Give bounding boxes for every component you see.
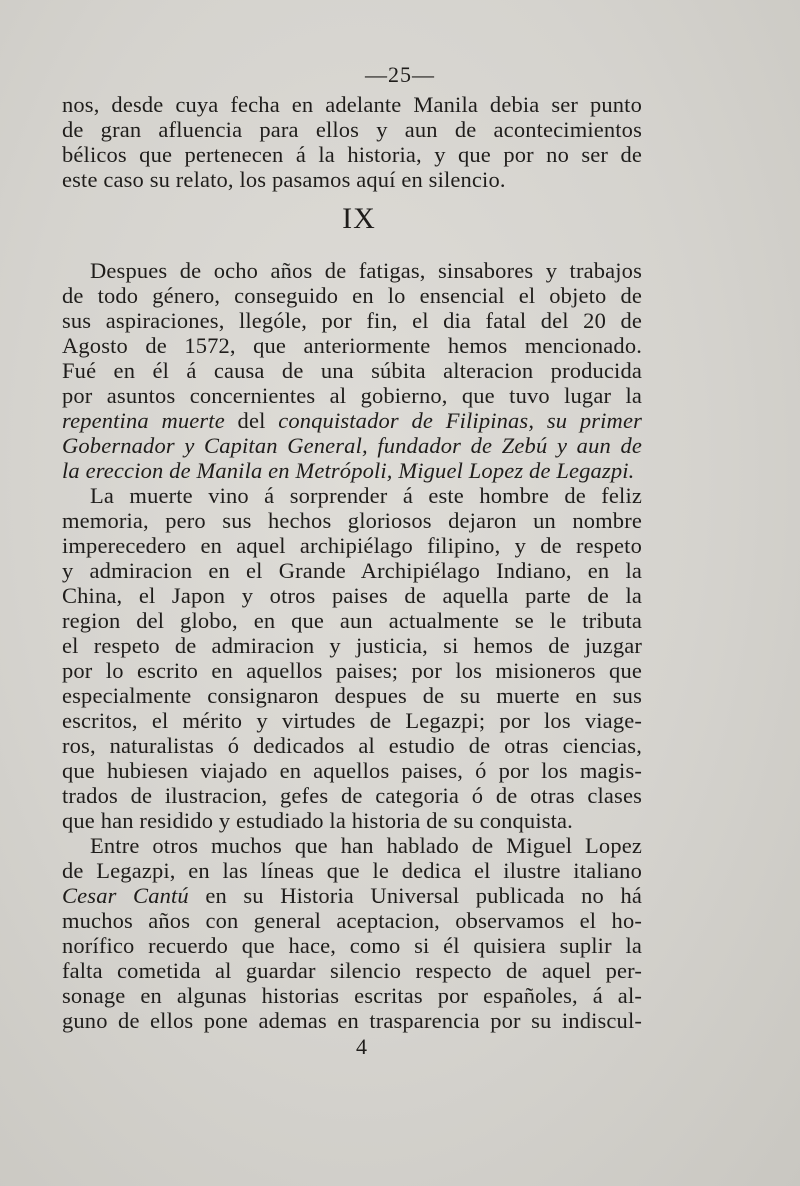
text-line: imperecedero en aquel archipiélago filipino, y de respeto [62, 533, 642, 558]
italic-text: repentina muerte [62, 408, 225, 433]
text-line: norífico recuerdo que hace, como si él quisiera suplir la [62, 933, 642, 958]
text-line: guno de ellos pone ademas en trasparencia por su indiscul- [62, 1008, 642, 1033]
text-line: el respeto de admiracion y justicia, si hemos de juzgar [62, 633, 642, 658]
chapter-heading: IX [342, 202, 376, 235]
italic-text: Gobernador y Capitan General, fundador de Zebú y aun de [62, 433, 642, 458]
text-line: sus aspiraciones, llególe, por fin, el dia fatal del 20 de [62, 308, 642, 333]
text-line: repentina muerte del conquistador de Filipinas, su primer [62, 408, 642, 433]
text-line: Cesar Cantú en su Historia Universal publicada no há [62, 883, 642, 908]
text-line [62, 433, 642, 458]
text-line: este caso su relato, los pasamos aquí en silencio. [62, 167, 506, 192]
italic-text: la ereccion de Manila en Metrópoli, Miguel Lopez de Legazpi. [62, 458, 635, 483]
text-line [62, 458, 642, 483]
text-line: bélicos que pertenecen á la historia, y que por no ser de [62, 142, 642, 167]
text-line: que hubiesen viajado en aquellos paises, ó por los magis- [62, 758, 642, 783]
text-line: de Legazpi, en las líneas que le dedica el ilustre italiano [62, 858, 642, 883]
text-line: muchos años con general aceptacion, observamos el ho- [62, 908, 642, 933]
text-line: ros, naturalistas ó dedicados al estudio de otras ciencias, [62, 733, 642, 758]
text-line: memoria, pero sus hechos gloriosos dejaron un nombre [62, 508, 642, 533]
page-number: —25— [365, 62, 435, 87]
text-line: Despues de ocho años de fatigas, sinsabores y trabajos [90, 258, 642, 283]
italic-text: Cesar Cantú [62, 883, 189, 908]
text-line: La muerte vino á sorprender á este hombre de feliz [90, 483, 642, 508]
text-line: China, el Japon y otros paises de aquella parte de la [62, 583, 642, 608]
text-line: de gran afluencia para ellos y aun de acontecimientos [62, 117, 642, 142]
text-line: falta cometida al guardar silencio respecto de aquel per- [62, 958, 642, 983]
text-line: especialmente consignaron despues de su muerte en sus [62, 683, 642, 708]
text-line: region del globo, en que aun actualmente se le tributa [62, 608, 642, 633]
text-line: escritos, el mérito y virtudes de Legazpi; por los viage- [62, 708, 642, 733]
text-line: Entre otros muchos que han hablado de Miguel Lopez [90, 833, 642, 858]
italic-text: conquistador de Filipinas, su primer [278, 408, 642, 433]
signature-mark: 4 [356, 1034, 367, 1059]
text-line: por asuntos concernientes al gobierno, que tuvo lugar la [62, 383, 642, 408]
text-line: trados de ilustracion, gefes de categoria ó de otras clases [62, 783, 642, 808]
text-line: de todo género, conseguido en lo ensencial el objeto de [62, 283, 642, 308]
text-line: Agosto de 1572, que anteriormente hemos mencionado. [62, 333, 642, 358]
text-line: Fué en él á causa de una súbita alteracion producida [62, 358, 642, 383]
text-line: sonage en algunas historias escritas por españoles, á al- [62, 983, 642, 1008]
text-line: y admiracion en el Grande Archipiélago Indiano, en la [62, 558, 642, 583]
text-line: nos, desde cuya fecha en adelante Manila debia ser punto [62, 92, 642, 117]
text-line: que han residido y estudiado la historia de su conquista. [62, 808, 573, 833]
text-line: por lo escrito en aquellos paises; por los misioneros que [62, 658, 642, 683]
